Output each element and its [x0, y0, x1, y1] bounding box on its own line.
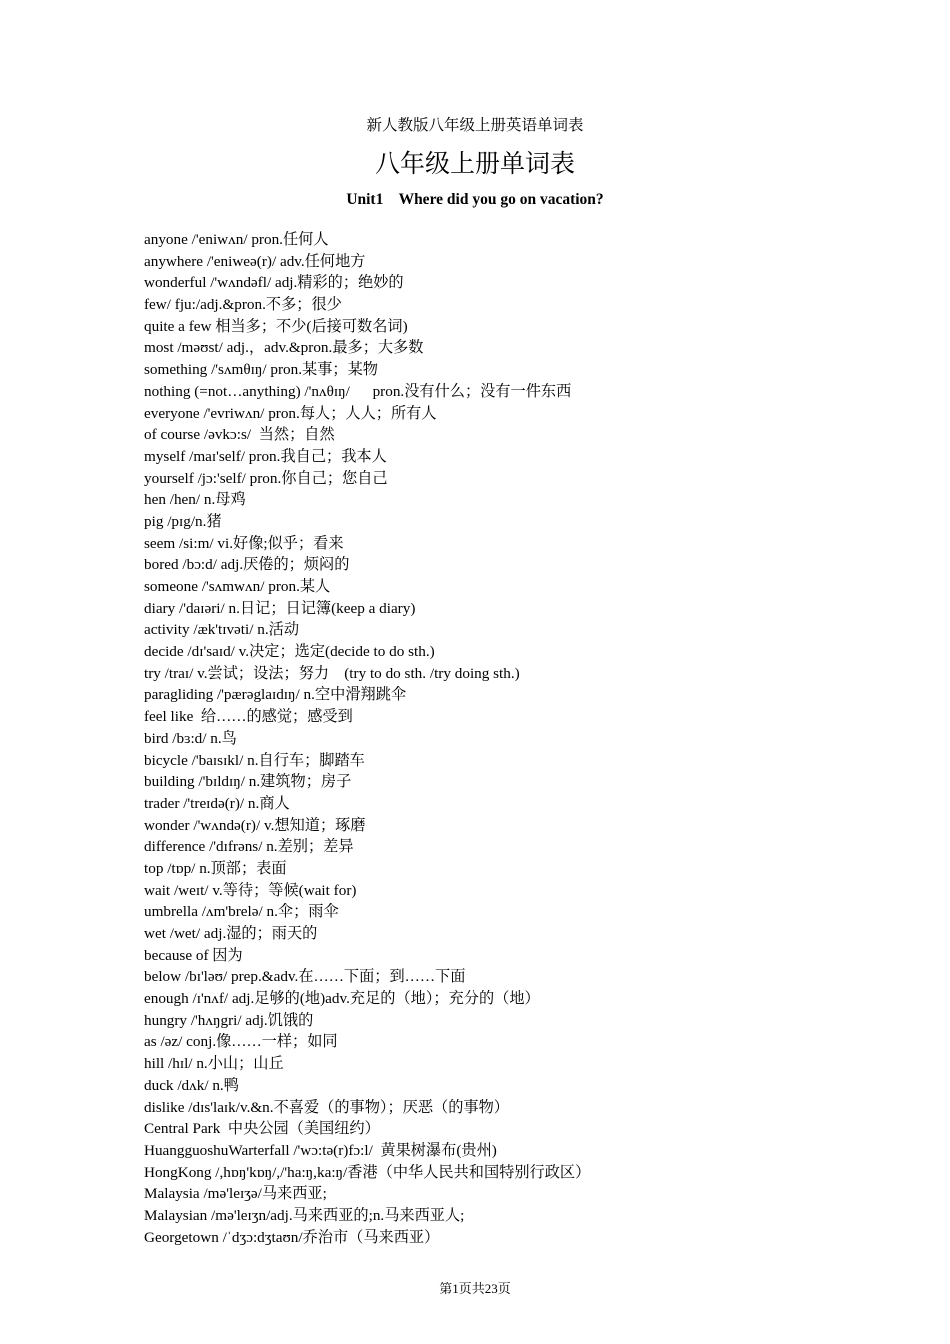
- vocabulary-entry: most /məʊst/ adj.，adv.&pron.最多；大多数: [144, 339, 424, 357]
- vocabulary-entry: difference /'dɪfrəns/ n.差别；差异: [144, 838, 354, 856]
- vocabulary-entry: umbrella /ʌm'brelə/ n.伞；雨伞: [144, 903, 339, 921]
- vocabulary-entry: hungry /'hʌŋgri/ adj.饥饿的: [144, 1011, 314, 1029]
- vocabulary-entry: wonder /'wʌndə(r)/ v.想知道；琢磨: [144, 816, 366, 834]
- vocabulary-entry: diary /'daɪəri/ n.日记；日记簿(keep a diary): [144, 599, 416, 617]
- vocabulary-entry: wonderful /'wʌndəfl/ adj.精彩的；绝妙的: [144, 274, 404, 292]
- vocabulary-entry: HongKong /,hɒŋ'kɒŋ/,/'ha:ŋ,ka:ŋ/香港（中华人民共和国特别行政区）: [144, 1163, 591, 1181]
- vocabulary-entry: quite a few 相当多；不少(后接可数名词): [144, 317, 408, 335]
- vocabulary-entry: HuangguoshuWarterfall /'wɔ:tə(r)fɔ:l/ 黄果树瀑布(贵州): [144, 1141, 497, 1159]
- vocabulary-entry: building /'bɪldɪŋ/ n.建筑物；房子: [144, 773, 352, 791]
- vocabulary-entry: activity /æk'tɪvəti/ n.活动: [144, 621, 300, 639]
- vocabulary-entry: someone /'sʌmwʌn/ pron.某人: [144, 578, 331, 595]
- document-header: 新人教版八年级上册英语单词表: [366, 117, 584, 134]
- vocabulary-entry: of course /əvkɔ:s/ 当然；自然: [144, 426, 335, 444]
- page-number: 第1页共23页: [439, 1281, 511, 1296]
- vocabulary-entry: dislike /dɪs'laɪk/v.&n.不喜爱（的事物）；厌恶（的事物）: [144, 1098, 509, 1116]
- vocabulary-entry: Malaysian /mə'leɪʒn/adj.马来西亚的;n.马来西亚人;: [144, 1206, 465, 1224]
- vocabulary-entry: trader /'treɪdə(r)/ n.商人: [144, 794, 290, 812]
- vocabulary-entry: Georgetown /ˈdʒɔ:dʒtaʊn/乔治市（马来西亚）: [144, 1228, 440, 1246]
- vocabulary-list: [144, 229, 924, 1248]
- vocabulary-entry: few/ fju:/adj.&pron.不多；很少: [144, 296, 342, 314]
- vocabulary-entry: yourself /jɔ:'self/ pron.你自己；您自己: [144, 469, 388, 487]
- vocabulary-entry: wet /wet/ adj.湿的；雨天的: [144, 925, 318, 942]
- vocabulary-entry: top /tɒp/ n.顶部；表面: [144, 859, 287, 877]
- vocabulary-entry: Malaysia /mə'leɪʒə/马来西亚;: [144, 1185, 327, 1203]
- vocabulary-entry: bored /bɔ:d/ adj.厌倦的；烦闷的: [144, 556, 350, 574]
- vocabulary-entry: below /bɪ'ləʊ/ prep.&adv.在……下面；到……下面: [144, 968, 466, 986]
- vocabulary-entry: duck /dʌk/ n.鸭: [144, 1076, 239, 1094]
- vocabulary-entry: nothing (=not…anything) /'nʌθɪŋ/ pron.没有什么；没有一件东西: [144, 382, 572, 400]
- page-title: 八年级上册单词表: [374, 151, 575, 178]
- vocabulary-entry: feel like 给……的感觉；感受到: [144, 708, 353, 726]
- vocabulary-entry: bird /bɜ:d/ n.鸟: [144, 729, 237, 747]
- vocabulary-entry: bicycle /'baɪsɪkl/ n.自行车；脚踏车: [144, 751, 365, 769]
- vocabulary-entry: as /əz/ conj.像……一样；如同: [144, 1033, 338, 1051]
- vocabulary-entry: wait /weɪt/ v.等待；等候(wait for): [144, 881, 357, 899]
- vocabulary-entry: everyone /'evriwʌn/ pron.每人；人人；所有人: [144, 404, 437, 422]
- vocabulary-entry: decide /dɪ'saɪd/ v.决定；选定(decide to do sth.): [144, 643, 435, 661]
- vocabulary-entry: anyone /'eniwʌn/ pron.任何人: [144, 231, 329, 248]
- vocabulary-entry: because of 因为: [144, 946, 243, 964]
- vocabulary-entry: myself /maɪ'self/ pron.我自己；我本人: [144, 447, 387, 465]
- vocabulary-entry: try /traɪ/ v.尝试；设法；努力 (try to do sth. /try doing sth.): [144, 664, 520, 682]
- vocabulary-entry: Central Park 中央公园（美国纽约）: [144, 1120, 380, 1138]
- vocabulary-entry: hen /hen/ n.母鸡: [144, 491, 246, 509]
- vocabulary-entry: seem /si:m/ vi.好像;似乎；看来: [144, 534, 344, 552]
- unit-heading: Unit1 Where did you go on vacation?: [346, 191, 604, 208]
- vocabulary-entry: pig /pɪg/n.猪: [144, 512, 222, 530]
- vocabulary-entry: something /'sʌmθɪŋ/ pron.某事；某物: [144, 361, 378, 379]
- vocabulary-entry: hill /hɪl/ n.小山；山丘: [144, 1055, 284, 1073]
- vocabulary-entry: anywhere /'eniweə(r)/ adv.任何地方: [144, 252, 366, 270]
- vocabulary-entry: enough /ɪ'nʌf/ adj.足够的(地)adv.充足的（地）；充分的（地）: [144, 990, 540, 1008]
- vocabulary-entry: paragliding /'pærəglaɪdɪŋ/ n.空中滑翔跳伞: [144, 686, 407, 704]
